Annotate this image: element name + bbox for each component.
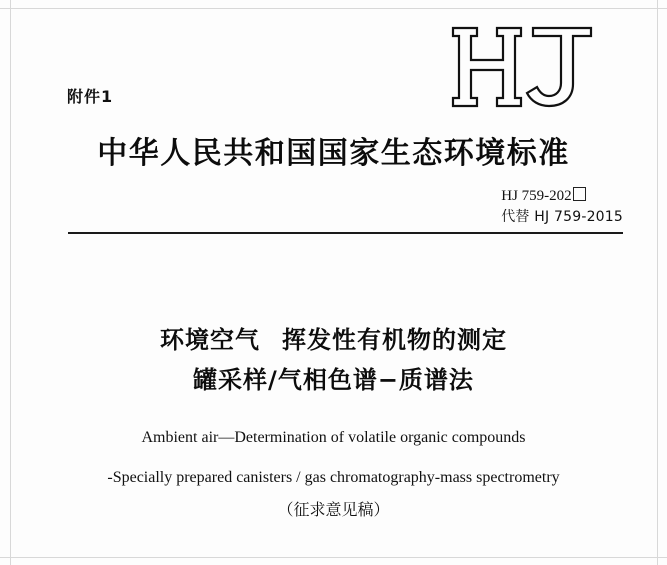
standard-code: HJ 759-202 [501, 188, 572, 204]
page-border-top [0, 8, 667, 9]
document-title-en [0, 418, 667, 498]
document-title-en-line1: Ambient air—Determination of volatile organic compounds [141, 429, 526, 446]
document-title-en-line2: -Specially prepared canisters / gas chromatography-mass spectrometry [107, 469, 560, 486]
document-title-cn-line1 [0, 320, 667, 360]
title-cn-part1: 环境空气 [160, 326, 260, 354]
standard-title: 中华人民共和国国家生态环境标准 [97, 136, 570, 171]
standard-replaces-line: 代替 HJ 759-2015 [501, 209, 623, 225]
document-title-cn-line2: 罐采样/气相色谱−质谱法 [193, 366, 474, 394]
code-blank-box-icon [573, 187, 586, 201]
standard-code-line [501, 186, 623, 207]
standard-code-block [501, 186, 623, 228]
horizontal-rule [68, 232, 623, 234]
attachment-label: 附件1 [67, 87, 114, 106]
document-title-cn [0, 320, 667, 400]
draft-status-note: （征求意见稿） [277, 500, 390, 519]
hj-logo-icon [447, 24, 597, 110]
title-cn-part2: 挥发性有机物的测定 [282, 326, 507, 354]
page-border-bottom [0, 557, 667, 558]
